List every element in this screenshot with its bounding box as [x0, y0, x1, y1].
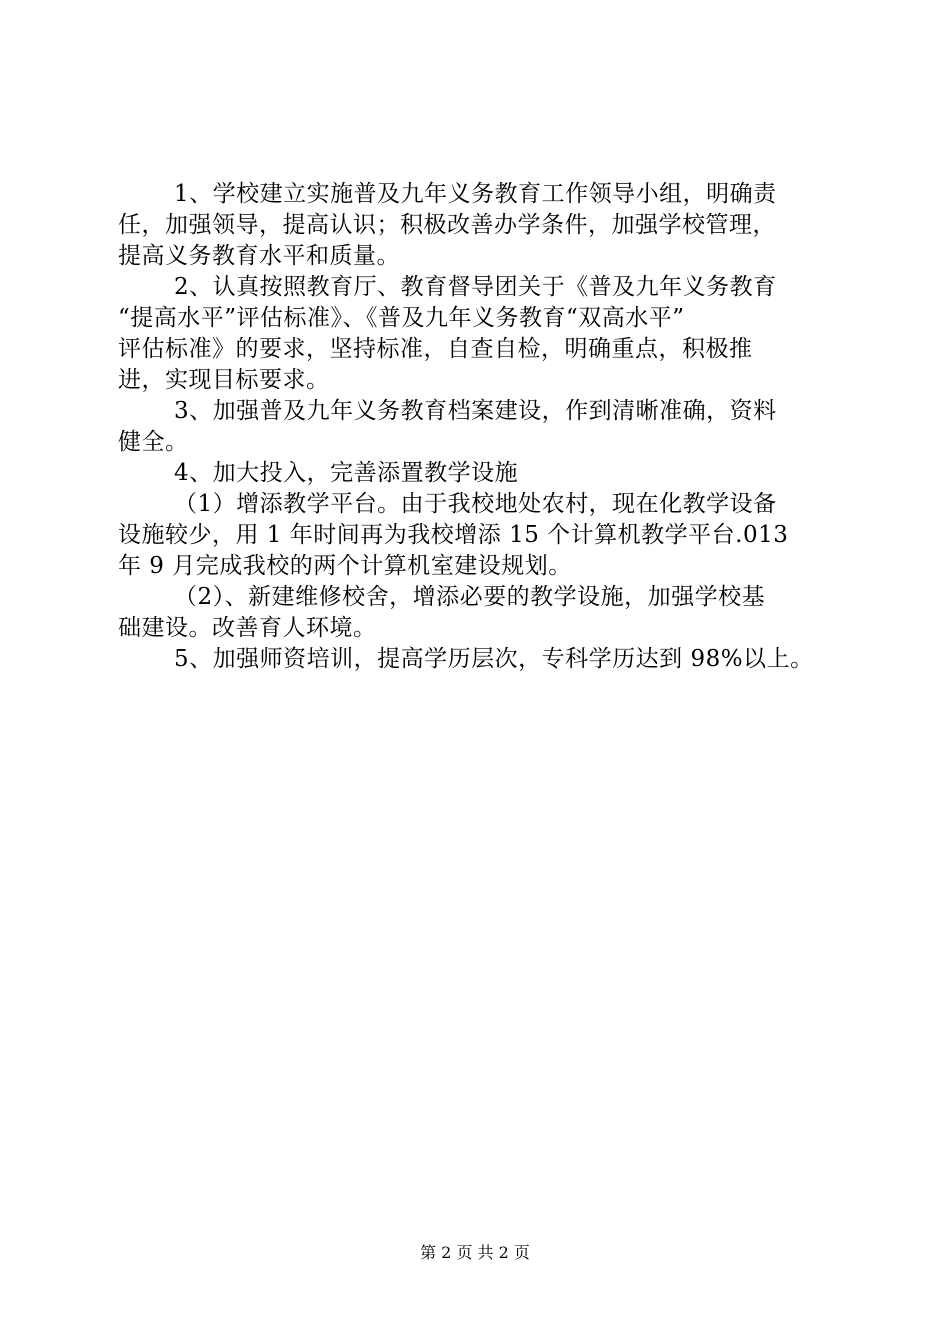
- subitem-1-line-1: （1）增添教学平台。由于我校地处农村，现在化教学设备: [174, 491, 777, 517]
- subitem-2-line-2: 础建设。改善育人环境。: [118, 615, 377, 641]
- paragraph-5-line-1: 5、加强师资培训，提高学历层次，专科学历达到 98%以上。: [174, 646, 814, 672]
- paragraph-1-line-2: 任，加强领导，提高认识；积极改善办学条件，加强学校管理，: [118, 212, 776, 238]
- page-number-footer: 第 2 页 共 2 页: [420, 1243, 530, 1262]
- subitem-2-line-1: （2）、新建维修校舍，增添必要的教学设施，加强学校基: [174, 584, 766, 610]
- paragraph-4-heading: 4、加大投入，完善添置教学设施: [174, 460, 519, 486]
- paragraph-2-line-2: “提高水平”评估标准》、《普及九年义务教育“双高水平”: [118, 305, 685, 331]
- subitem-1-line-2: 设施较少，用 1 年时间再为我校增添 15 个计算机教学平台.013: [118, 522, 789, 548]
- paragraph-1-line-1: 1、学校建立实施普及九年义务教育工作领导小组，明确责: [174, 181, 777, 207]
- paragraph-1-line-3: 提高义务教育水平和质量。: [118, 243, 400, 269]
- subitem-1-line-3: 年 9 月完成我校的两个计算机室建设规划。: [118, 553, 572, 579]
- paragraph-3-line-2: 健全。: [118, 429, 189, 455]
- paragraph-2-line-3: 评估标准》的要求，坚持标准，自查自检，明确重点，积极推: [118, 336, 753, 362]
- paragraph-2-line-1: 2、认真按照教育厅、教育督导团关于《普及九年义务教育: [174, 274, 777, 300]
- paragraph-3-line-1: 3、加强普及九年义务教育档案建设，作到清晰准确，资料: [174, 398, 777, 424]
- paragraph-2-line-4: 进，实现目标要求。: [118, 367, 330, 393]
